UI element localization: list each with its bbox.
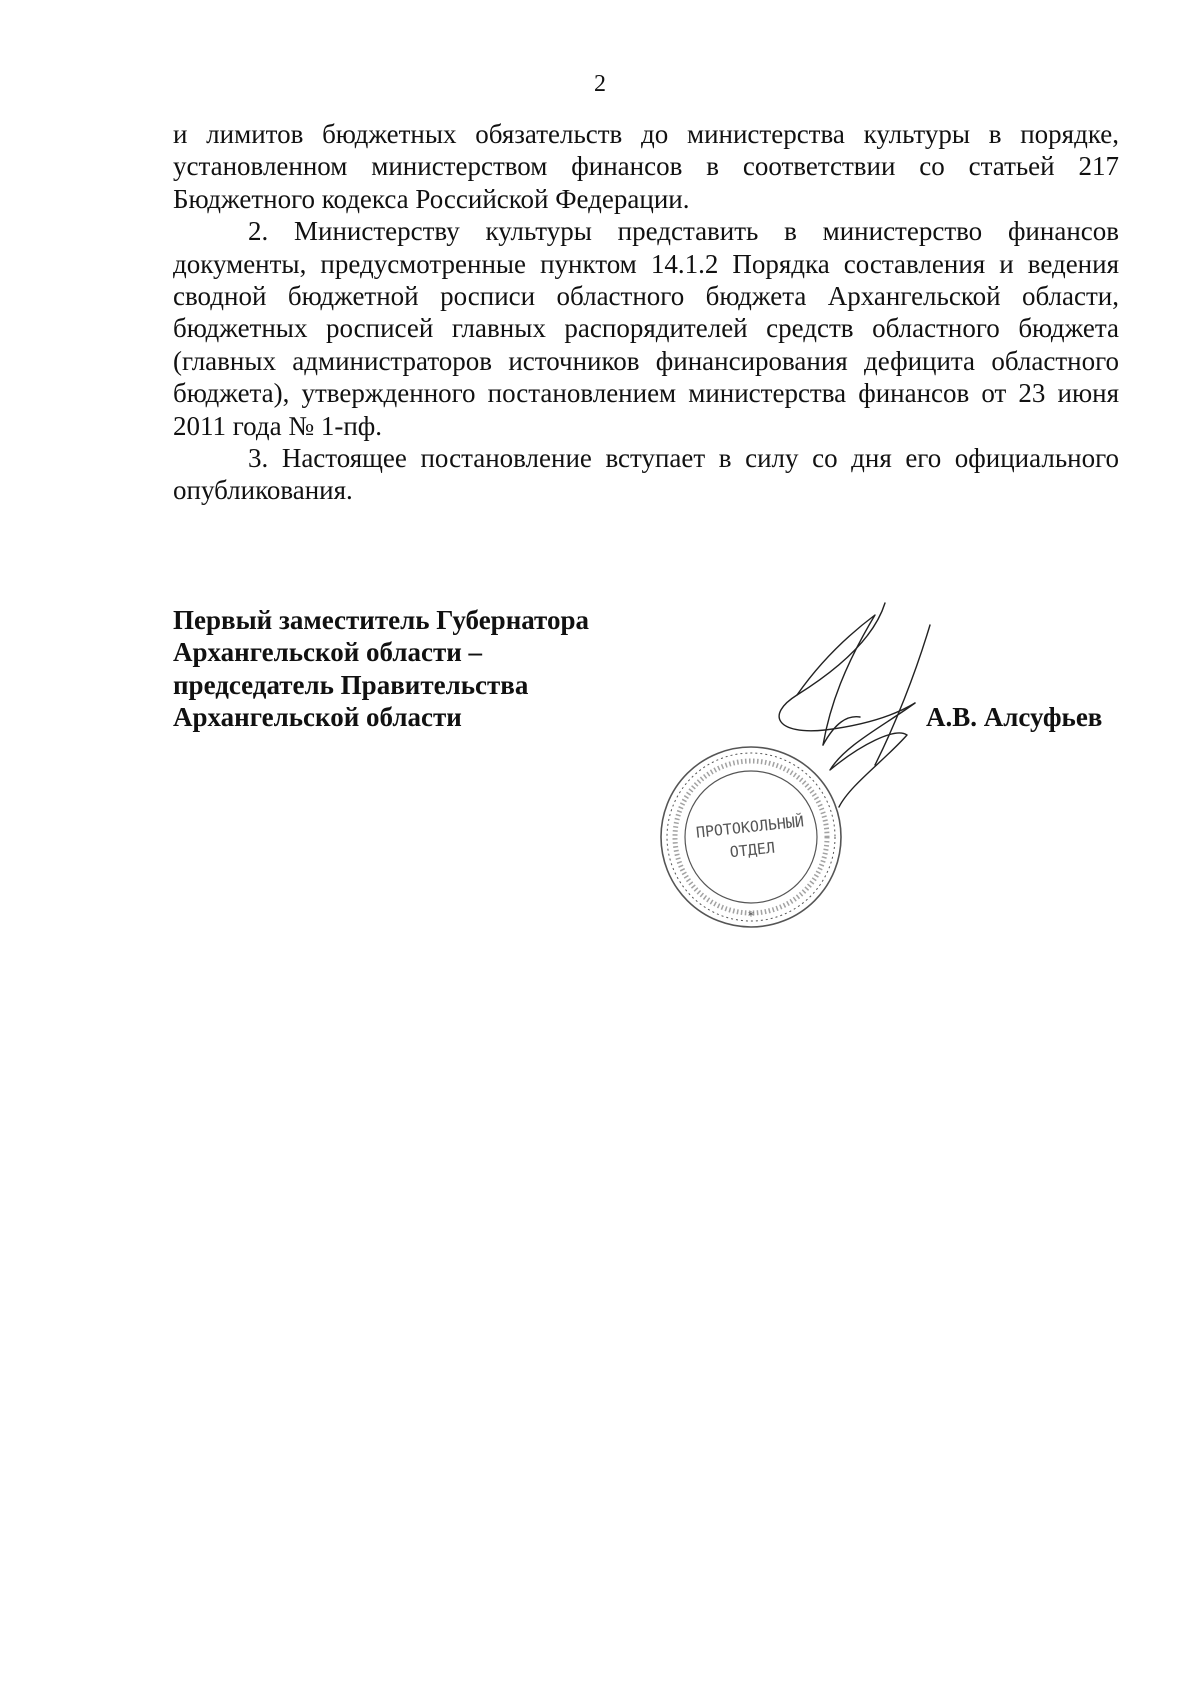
signatory-name: А.В. Алсуфьев — [926, 702, 1103, 732]
paragraph-3: 3. Настоящее постановление вступает в силу со дня его официального опубликования. — [173, 443, 1119, 506]
stamp-center-text-line1: ПРОТОКОЛЬНЫЙ — [695, 812, 805, 842]
paragraph-1: и лимитов бюджетных обязательств до министерства культуры в порядке, установленном министерством финансов в соответствии со статьей 217 Бюджетного кодекса Российской Федерации. — [173, 119, 1119, 214]
page-number: 2 — [594, 71, 606, 97]
signatory-position-line-2: Архангельской области – — [173, 637, 483, 668]
signatory-position-line-1: Первый заместитель Губернатора — [173, 605, 589, 635]
signatory-position-line-3: председатель Правительства — [173, 669, 529, 700]
signatory-position — [173, 604, 589, 734]
document-body — [173, 118, 1119, 507]
stamp-star-icon: * — [748, 909, 754, 923]
handwritten-signature — [735, 595, 935, 815]
stamp-center-text-line2: ОТДЕЛ — [728, 838, 776, 862]
paragraph-2: 2. Министерству культуры представить в министерство финансов документы, предусмотренные пунктом 14.1.2 Порядка составления и ведения сводной бюджетной росписи областного бюджета Архангельской области, бюджетных росписей главных распорядителей средств областного бюджета (главных администраторов источников финансирования дефицита областного бюджета), утвержденного постановлением министерства финансов от 23 июня 2011 года № 1-пф. — [173, 216, 1119, 441]
signatory-position-line-4: Архангельской области — [173, 702, 462, 733]
